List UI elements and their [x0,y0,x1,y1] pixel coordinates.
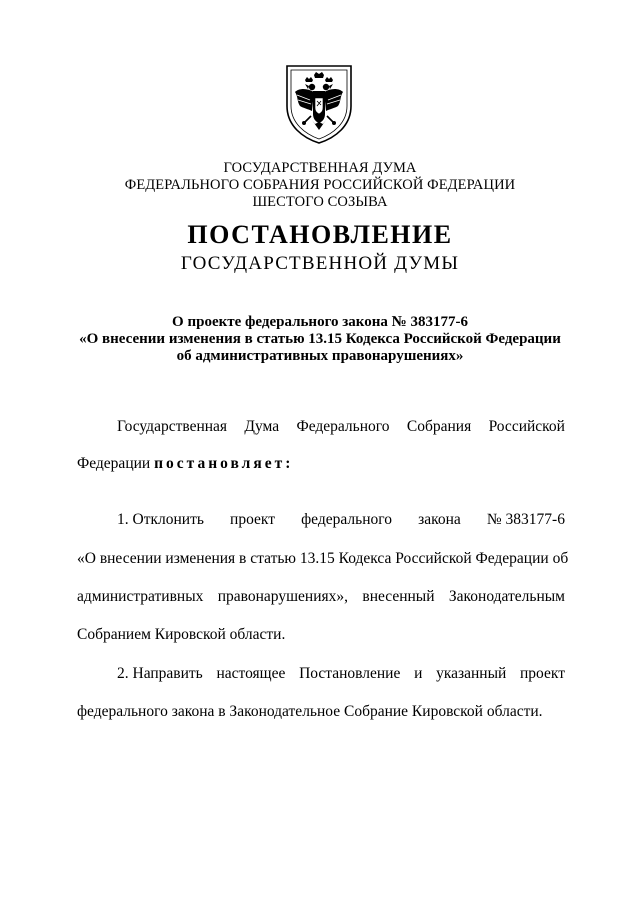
preamble-line-1 [117,418,565,436]
item-1-word: 1. Отклонить [117,511,204,528]
item-1-word: № 383177-6 [486,511,565,528]
document-subtitle: ГОСУДАРСТВЕННОЙ ДУМЫ [180,253,460,274]
item-1-line-2: «О внесении изменения в статью 13.15 Кодекса Российской Федерации об [77,550,569,567]
item-1-word: Законодательным [448,588,565,605]
preamble-word: Собрания [406,418,472,435]
item-1-line-4: Собранием Кировской области. [77,626,286,643]
org-line-3: ШЕСТОГО СОЗЫВА [252,194,388,210]
item-2-word: указанный [436,665,507,682]
item-1-line-3 [77,588,565,606]
item-1-word: внесенный [362,588,435,605]
item-2-word: 2. Направить [117,665,203,682]
item-2-word: проект [520,665,565,682]
item-1-word: проект [230,511,276,528]
preamble-line-2-text: Федерации [77,455,151,472]
item-2-word: и [414,665,423,682]
item-1-word: закона [418,511,461,528]
item-2-word: Постановление [299,665,401,682]
coat-of-arms-icon [283,62,355,146]
item-2-line-2: федерального закона в Законодательное Собрание Кировской области. [77,703,543,720]
preamble-word: Федерального [296,418,390,435]
item-1-line-1 [117,511,565,529]
resolution-verb: постановляет: [154,455,294,472]
preamble-line-2 [77,455,565,473]
preamble-word: Российской [488,418,565,435]
subject-line-1: О проекте федерального закона № 383177-6 [172,314,468,330]
item-2-word: настоящее [216,665,286,682]
preamble-word: Дума [244,418,280,435]
item-1-word: федерального [301,511,392,528]
subject-line-2: «О внесении изменения в статью 13.15 Кодекса Российской Федерации [79,331,561,347]
subject-line-3: об административных правонарушениях» [176,348,464,364]
org-line-1: ГОСУДАРСТВЕННАЯ ДУМА [223,160,417,176]
preamble-word: Государственная [117,418,228,435]
org-line-2: ФЕДЕРАЛЬНОГО СОБРАНИЯ РОССИЙСКОЙ ФЕДЕРАЦИИ [124,177,516,193]
item-1-word: административных [77,588,204,605]
item-1-word: правонарушениях», [217,588,349,605]
document-title: ПОСТАНОВЛЕНИЕ [187,220,453,249]
item-2-line-1 [117,665,565,683]
